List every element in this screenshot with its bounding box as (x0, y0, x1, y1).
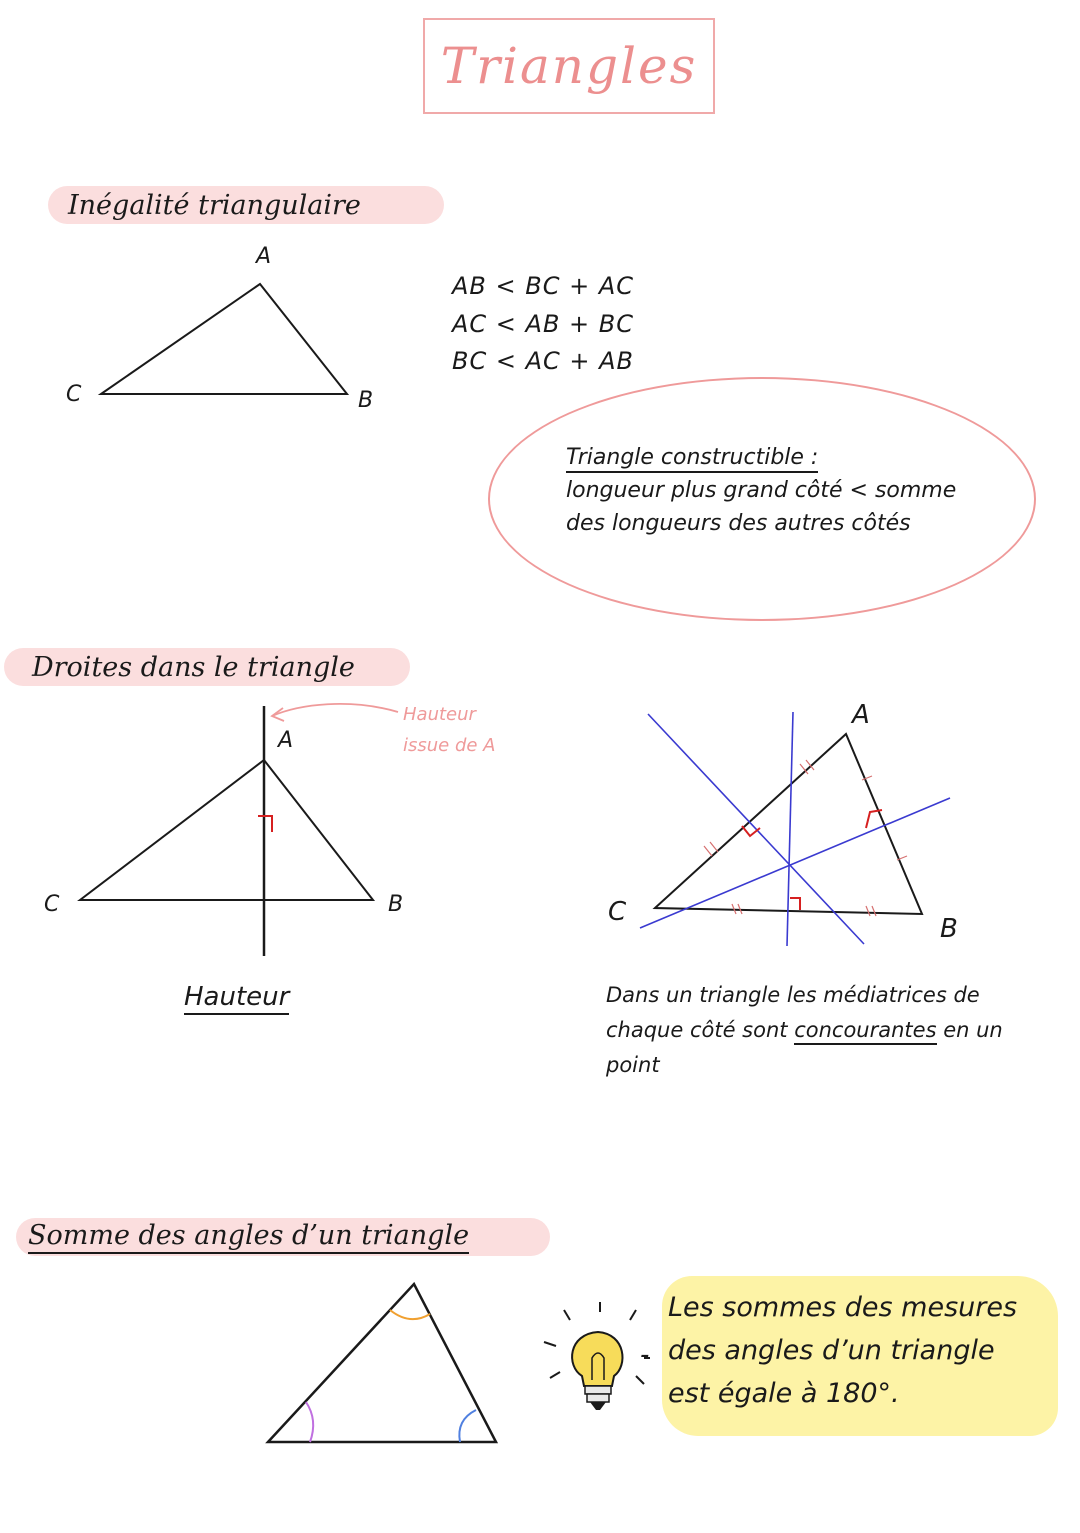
ray (630, 1310, 636, 1320)
section-heading-lines (4, 648, 410, 686)
lightbulb-glass (572, 1332, 622, 1386)
ray (550, 1372, 560, 1378)
formula-3: BC < AC + AB (452, 347, 635, 375)
dash-glyph: - (640, 1340, 650, 1370)
tick (704, 846, 712, 856)
tick-marks (704, 760, 907, 916)
mediatrices-text-end: en un point (606, 1018, 1003, 1077)
mediatrix-label-a: A (852, 700, 870, 730)
angle-arc-right (459, 1410, 476, 1442)
ray (636, 1376, 644, 1384)
ray (544, 1342, 556, 1346)
lightbulb-base-2 (587, 1394, 609, 1402)
section-heading-lines-text: Droites dans le triangle (32, 651, 355, 683)
angle-arc-top (390, 1310, 430, 1319)
mediatrix-3 (640, 798, 950, 928)
section-heading-inequality-text: Inégalité triangulaire (68, 189, 361, 221)
formula-1: AB < BC + AC (452, 272, 635, 300)
lightbulb-base-1 (585, 1386, 611, 1394)
constructible-line-1: longueur plus grand côté < somme (566, 478, 957, 503)
mediatrices-text (606, 978, 1056, 1083)
statement-line-1: Les sommes des mesures (668, 1292, 1018, 1323)
constructible-title: Triangle constructible : (566, 445, 818, 473)
height-label-c: C (44, 892, 60, 917)
height-label-b: B (388, 892, 404, 917)
angles-triangle-diagram (240, 1270, 530, 1460)
section-heading-angles (16, 1218, 550, 1256)
height-label-a: A (278, 728, 294, 753)
height-caption-wrap (184, 982, 289, 1012)
triangle-abc (101, 284, 347, 394)
tick (710, 842, 718, 852)
lightbulb-tip (590, 1402, 606, 1410)
label-a: A (256, 244, 272, 269)
constructible-title-wrap (566, 445, 818, 470)
section-heading-angles-text: Somme des angles d’un triangle (28, 1220, 469, 1254)
angle-arc-left (306, 1402, 313, 1442)
lightbulb-icon (540, 1296, 650, 1421)
mediatrices-text-start: Dans un triangle les médiatrices de chaque côté sont (606, 983, 980, 1042)
height-note-line-1: Hauteur (403, 704, 476, 725)
height-note-line-2: issue de A (403, 735, 496, 756)
page-title: Triangles (440, 37, 698, 95)
label-c: C (66, 382, 82, 407)
height-caption: Hauteur (184, 982, 289, 1015)
mediatrices-text-underlined: concourantes (794, 1018, 936, 1045)
ray (564, 1310, 570, 1320)
right-angle-mark-3 (790, 898, 800, 910)
statement-line-3: est égale à 180°. (668, 1378, 900, 1409)
constructible-line-2: des longueurs des autres côtés (566, 511, 911, 536)
tick (866, 906, 870, 916)
inequality-triangle (0, 240, 440, 440)
section-heading-inequality (48, 186, 444, 224)
height-triangle (80, 760, 373, 900)
mediatrices-diagram (600, 700, 980, 960)
title-box (423, 18, 715, 114)
statement-line-2: des angles d’un triangle (668, 1335, 995, 1366)
tick (872, 906, 876, 916)
mediatrix-label-c: C (608, 897, 627, 927)
label-b: B (358, 388, 374, 413)
mediatrix-label-b: B (940, 914, 958, 944)
arrow-curve (272, 704, 398, 716)
angles-triangle (268, 1284, 496, 1442)
formula-2: AC < AB + BC (452, 310, 635, 338)
